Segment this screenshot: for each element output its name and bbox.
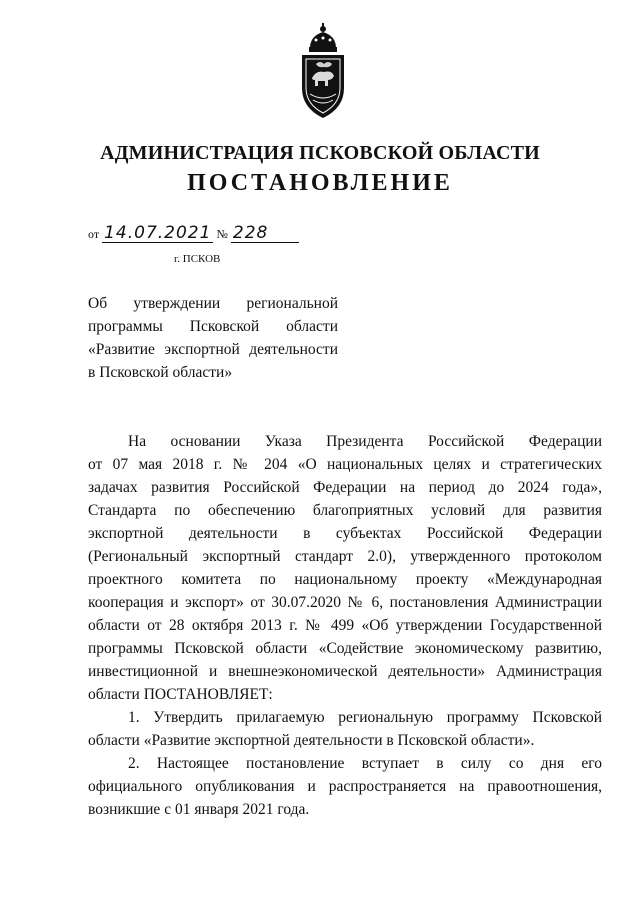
- handwritten-date: 14.07.2021: [104, 223, 212, 243]
- subject-line: Об утверждении региональной: [88, 295, 338, 312]
- body-line: программы Псковской области «Содействие экономическому развитию,: [88, 640, 602, 657]
- body-line: кооперация и экспорт» от 30.07.2020 № 6, постановления Администрации: [88, 594, 602, 611]
- coat-of-arms-emblem: [296, 22, 350, 122]
- item-2-paragraph: [88, 752, 602, 821]
- handwritten-number: 228: [231, 224, 299, 243]
- body-line: официального опубликования и распространяется на правоотношения,: [88, 778, 602, 795]
- body-line: области ПОСТАНОВЛЯЕТ:: [88, 686, 273, 703]
- body-line: возникшие с 01 января 2021 года.: [88, 801, 310, 818]
- document-type-title: ПОСТАНОВЛЕНИЕ: [187, 170, 453, 196]
- item-1-paragraph: [88, 706, 602, 752]
- body-line: области «Развитие экспортной деятельности в Псковской области».: [88, 732, 535, 749]
- subject-line: программы Псковской области: [88, 318, 338, 335]
- date-number-line: [88, 224, 299, 243]
- body-line: инвестиционной и внешнеэкономической деятельности» Администрация: [88, 663, 602, 680]
- body-line: задачах развития Российской Федерации на период до 2024 года»,: [88, 479, 602, 496]
- body-line: от 07 мая 2018 г. № 204 «О национальных целях и стратегических: [88, 456, 602, 473]
- subject-line: в Псковской области»: [88, 364, 233, 381]
- document-body: [88, 430, 602, 821]
- organization-title: АДМИНИСТРАЦИЯ ПСКОВСКОЙ ОБЛАСТИ: [100, 142, 540, 164]
- body-line: 1. Утвердить прилагаемую региональную программу Псковской: [128, 709, 602, 726]
- city-label: г. ПСКОВ: [174, 253, 221, 265]
- subject-line: «Развитие экспортной деятельности: [88, 341, 338, 358]
- body-line: (Региональный экспортный стандарт 2.0), утвержденного протоколом: [88, 548, 602, 565]
- body-line: На основании Указа Президента Российской Федерации: [128, 433, 602, 450]
- number-prefix: №: [216, 227, 228, 241]
- preamble-paragraph: [88, 430, 602, 706]
- body-line: проектного комитета по национальному проекту «Международная: [88, 571, 602, 588]
- document-subject: [88, 292, 338, 384]
- body-line: области от 28 октября 2013 г. № 499 «Об утверждении Государственной: [88, 617, 602, 634]
- body-line: экспортной деятельности в субъектах Российской Федерации: [88, 525, 602, 542]
- body-line: 2. Настоящее постановление вступает в силу со дня его: [128, 755, 602, 772]
- body-line: Стандарта по обеспечению благоприятных условий для развития: [88, 502, 602, 519]
- date-prefix: от: [88, 227, 100, 241]
